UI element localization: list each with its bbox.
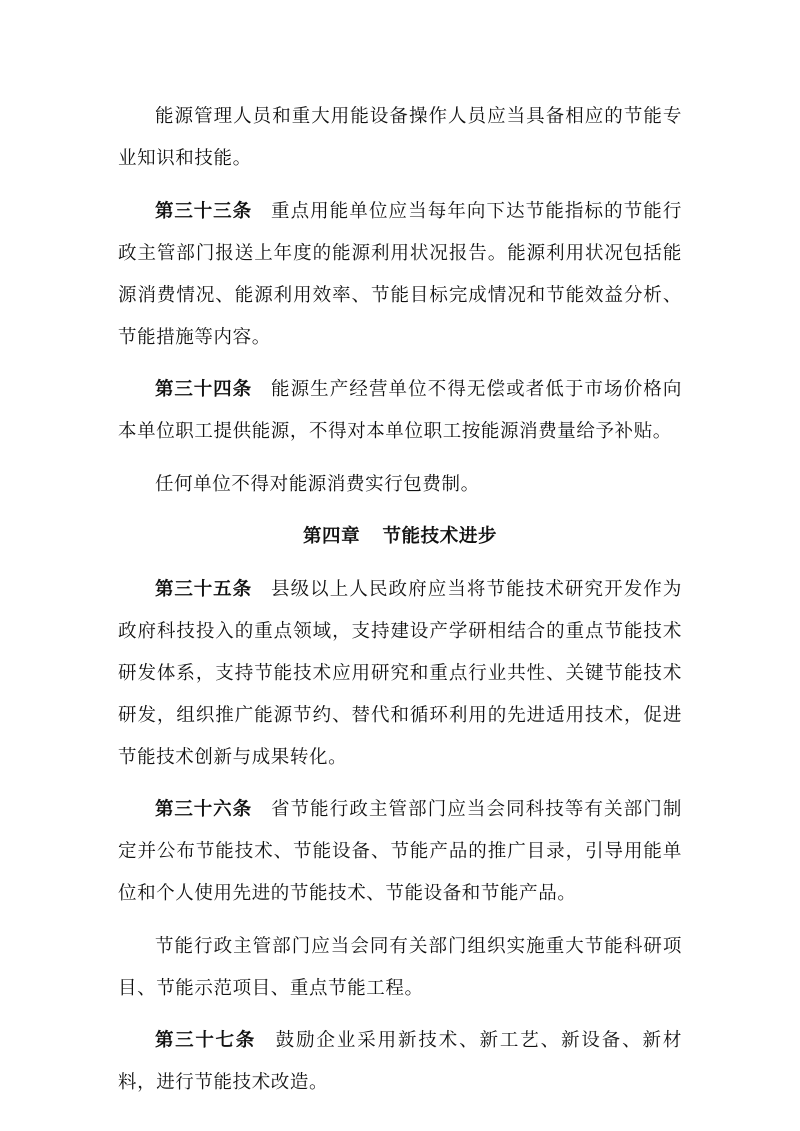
article-text: 省节能行政主管部门应当会同科技等有关部门制定并公布节能技术、节能设备、节能产品的推广目录，引导用能单位和个人使用先进的节能技术、节能设备和节能产品。 bbox=[118, 799, 682, 904]
paragraph-major-projects bbox=[118, 926, 682, 1010]
article-number: 第三十六条 bbox=[155, 799, 252, 820]
paragraph-no-flat-fee bbox=[118, 464, 682, 506]
paragraph-text: 能源管理人员和重大用能设备操作人员应当具备相应的节能专业知识和技能。 bbox=[118, 106, 682, 169]
article-number: 第三十三条 bbox=[155, 200, 252, 222]
article-35 bbox=[118, 569, 682, 779]
article-number: 第三十四条 bbox=[155, 379, 252, 400]
paragraph-text: 任何单位不得对能源消费实行包费制。 bbox=[155, 473, 480, 495]
article-number: 第三十七条 bbox=[155, 1030, 256, 1051]
article-text: 鼓励企业采用新技术、新工艺、新设备、新材料，进行节能技术改造。 bbox=[118, 1030, 682, 1093]
chapter-heading bbox=[118, 516, 682, 558]
article-text: 重点用能单位应当每年向下达节能指标的节能行政主管部门报送上年度的能源利用状况报告。能源利用状况包括能源消费情况、能源利用效率、节能目标完成情况和节能效益分析、节能措施等内容。 bbox=[118, 200, 682, 348]
document-page bbox=[118, 96, 682, 1115]
chapter-number: 第四章 bbox=[302, 526, 361, 547]
article-number: 第三十五条 bbox=[155, 578, 252, 600]
article-36 bbox=[118, 789, 682, 915]
article-34 bbox=[118, 369, 682, 453]
chapter-title: 节能技术进步 bbox=[382, 526, 498, 547]
article-37 bbox=[118, 1020, 682, 1104]
article-text: 能源生产经营单位不得无偿或者低于市场价格向本单位职工提供能源，不得对本单位职工按能源消费量给予补贴。 bbox=[118, 379, 682, 442]
article-text: 县级以上人民政府应当将节能技术研究开发作为政府科技投入的重点领域，支持建设产学研相结合的重点节能技术研发体系，支持节能技术应用研究和重点行业共性、关键节能技术研发，组织推广能源节约、替代和循环利用的先进适用技术，促进节能技术创新与成果转化。 bbox=[118, 578, 682, 768]
paragraph-text: 节能行政主管部门应当会同有关部门组织实施重大节能科研项目、节能示范项目、重点节能工程。 bbox=[118, 935, 682, 999]
paragraph-energy-personnel bbox=[118, 96, 682, 180]
article-33 bbox=[118, 191, 682, 359]
